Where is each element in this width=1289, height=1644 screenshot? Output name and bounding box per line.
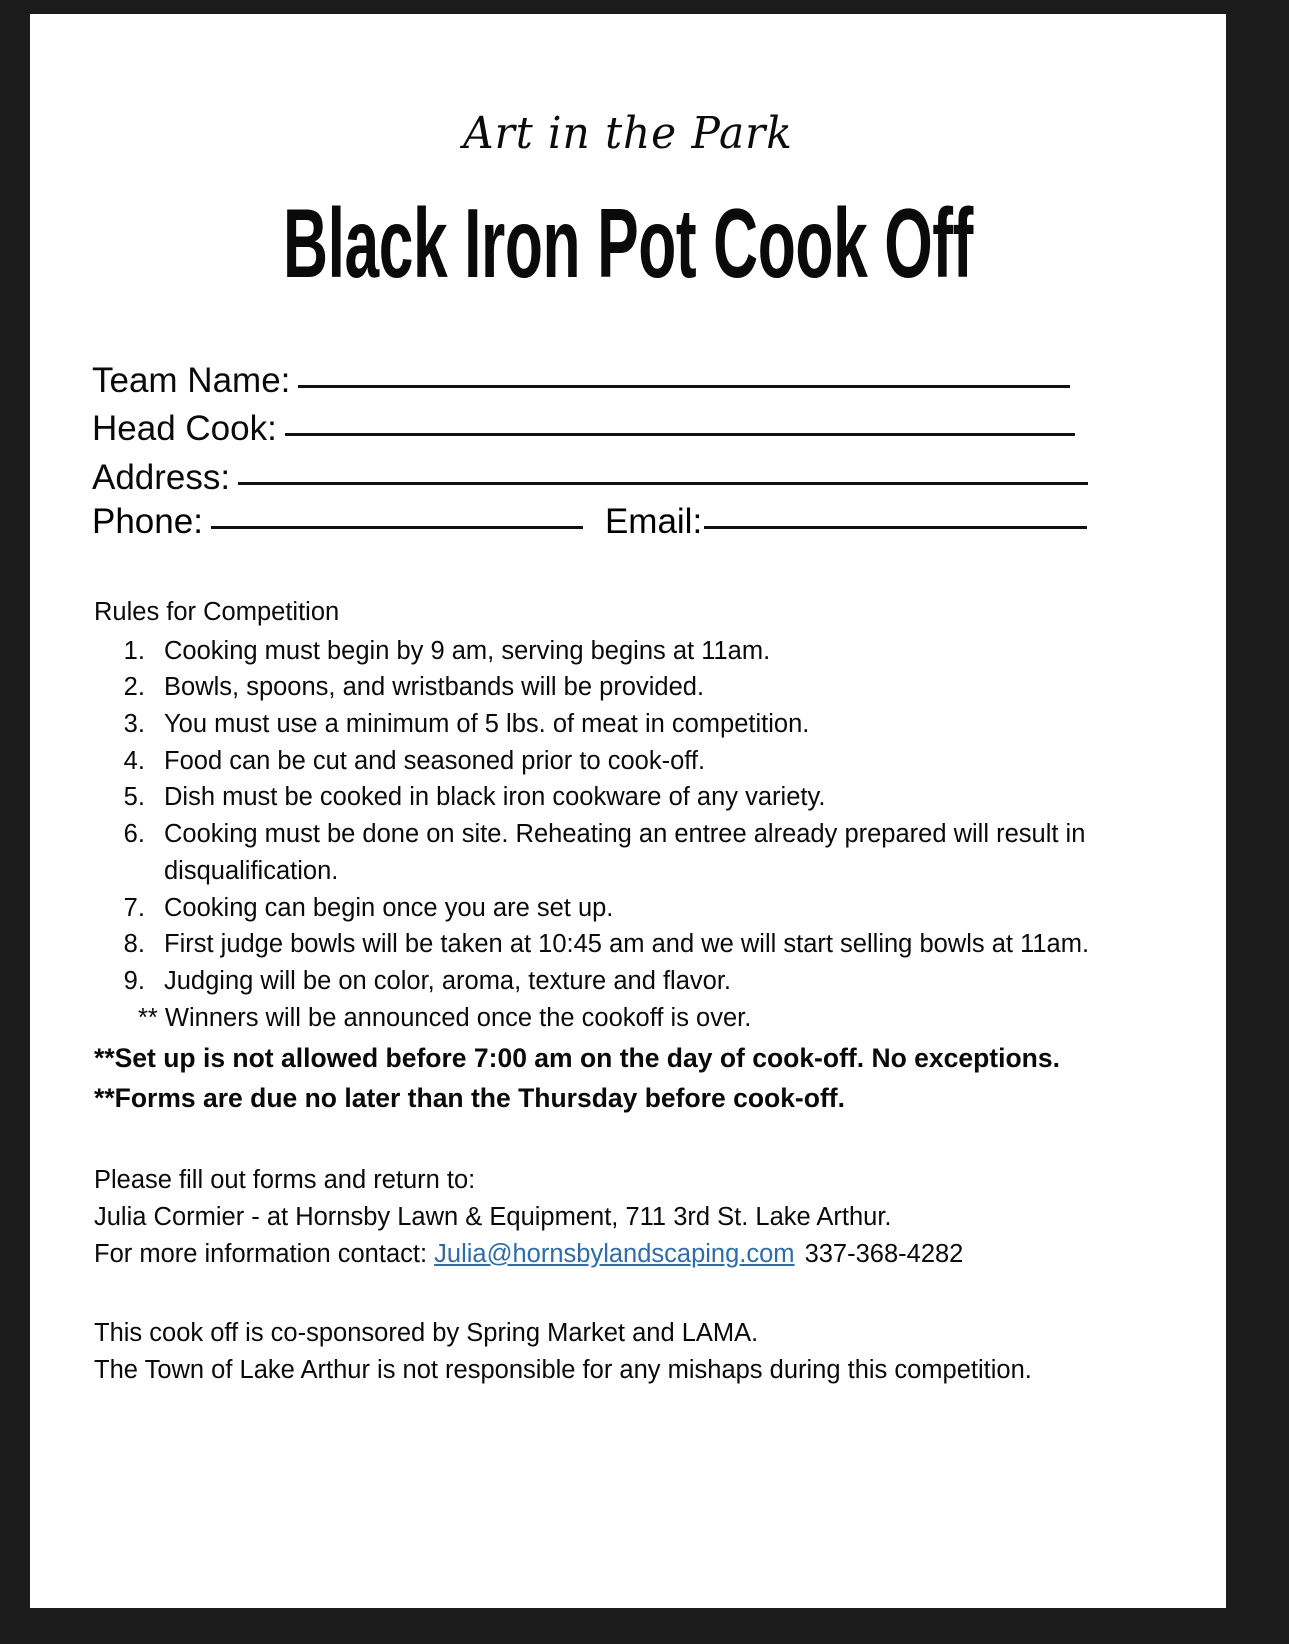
phone-input[interactable] [211,526,583,529]
event-series-title: Art in the Park [463,108,793,159]
contact-phone: 337-368-4282 [804,1239,964,1268]
team-name-label: Team Name: [92,361,291,400]
rule-item: 5. Dish must be cooked in black iron cookware of any variety. [152,779,1129,816]
rule-item: 2. Bowls, spoons, and wristbands will be provided. [152,669,1129,706]
team-name-row [92,357,1226,405]
more-info-prefix: For more information contact: [94,1239,428,1268]
team-name-input[interactable] [298,385,1070,388]
return-address: Julia Cormier - at Hornsby Lawn & Equipment, 711 3rd St. Lake Arthur. [94,1202,892,1231]
contact-email-link[interactable]: Julia@hornsbylandscaping.com [434,1239,795,1268]
disclaimer-line: The Town of Lake Arthur is not responsible for any mishaps during this competition. [94,1355,1032,1384]
address-row [92,454,1226,502]
sponsor-line: This cook off is co-sponsored by Spring Market and LAMA. [94,1318,759,1347]
rule-item: 6. Cooking must be done on site. Reheating an entree already prepared will result in disqualification. [152,816,1129,889]
email-input[interactable] [704,526,1087,529]
address-label: Address: [92,457,231,497]
contact-section [30,1118,1226,1273]
footer-section [30,1273,1226,1389]
rule-item: 4. Food can be cut and seasoned prior to cook-off. [152,743,1129,780]
registration-form [30,262,1226,542]
return-instruction: Please fill out forms and return to: [94,1165,476,1194]
more-info-line [94,1236,1226,1273]
page-title: Black Iron Pot Cook Off [282,188,974,299]
setup-restriction-note: **Set up is not allowed before 7:00 am on the day of cook-off. No exceptions. [94,1042,1060,1073]
head-cook-input[interactable] [285,433,1075,436]
rule-item: 1. Cooking must begin by 9 am, serving begins at 11am. [152,633,1129,670]
rule-item: 9. Judging will be on color, aroma, texture and flavor. [152,963,1129,1000]
address-input[interactable] [238,482,1088,485]
email-label: Email: [604,501,703,541]
phone-email-row [92,502,1226,542]
rules-list [94,633,1226,1000]
head-cook-row [92,405,1226,453]
flyer-page [30,14,1226,1608]
rules-section [30,542,1226,1118]
phone-label: Phone: [92,501,203,541]
winners-note: ** Winners will be announced once the cookoff is over. [138,1003,752,1032]
rule-item: 7. Cooking can begin once you are set up. [152,890,1129,927]
forms-deadline-note: **Forms are due no later than the Thursday before cook-off. [94,1083,845,1114]
rules-heading: Rules for Competition [94,597,340,626]
rule-item: 8. First judge bowls will be taken at 10:45 am and we will start selling bowls at 11am. [152,926,1129,963]
head-cook-label: Head Cook: [92,409,277,449]
rule-item: 3. You must use a minimum of 5 lbs. of meat in competition. [152,706,1129,743]
